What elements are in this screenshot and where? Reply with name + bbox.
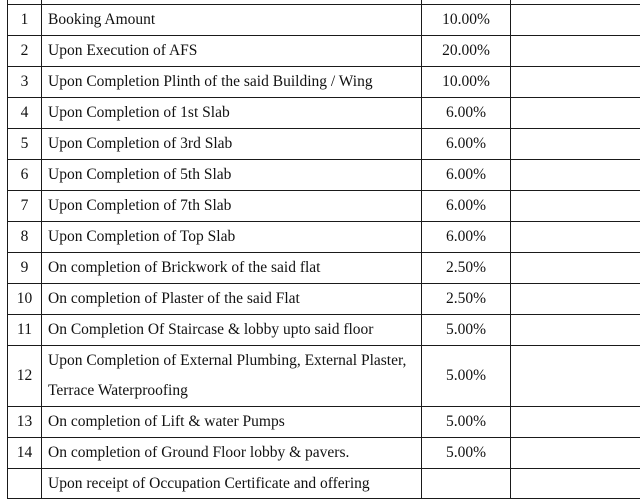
table-row bbox=[8, 407, 640, 438]
serial-number-cell: 6 bbox=[8, 160, 42, 191]
percentage-cell: 5.00% bbox=[422, 346, 511, 407]
serial-number-cell: 2 bbox=[8, 36, 42, 67]
percentage-cell: 6.00% bbox=[422, 129, 511, 160]
percentage-cell: 6.00% bbox=[422, 160, 511, 191]
table-row bbox=[8, 191, 640, 222]
percentage-cell: 5.00% bbox=[422, 407, 511, 438]
amount-cell bbox=[511, 438, 640, 469]
amount-cell bbox=[511, 284, 640, 315]
milestone-description-cell: Upon Completion of 7th Slab bbox=[42, 191, 422, 222]
percentage-cell bbox=[422, 469, 511, 499]
milestone-description-cell: On completion of Plaster of the said Flat bbox=[42, 284, 422, 315]
amount-cell bbox=[511, 98, 640, 129]
milestone-description-cell: Upon receipt of Occupation Certificate and offering bbox=[42, 469, 422, 499]
serial-number-cell: 13 bbox=[8, 407, 42, 438]
amount-cell bbox=[511, 5, 640, 36]
milestone-description-cell: Upon Completion of Top Slab bbox=[42, 222, 422, 253]
percentage-cell: 6.00% bbox=[422, 98, 511, 129]
table-row bbox=[8, 160, 640, 191]
percentage-cell: 5.00% bbox=[422, 315, 511, 346]
payment-schedule-table bbox=[7, 0, 640, 499]
milestone-description-cell: Upon Completion of 1st Slab bbox=[42, 98, 422, 129]
serial-number-cell: 3 bbox=[8, 67, 42, 98]
table-row bbox=[8, 67, 640, 98]
serial-number-cell: 9 bbox=[8, 253, 42, 284]
payment-schedule-page bbox=[7, 0, 640, 499]
table-row bbox=[8, 438, 640, 469]
table-row bbox=[8, 36, 640, 67]
amount-cell bbox=[511, 129, 640, 160]
milestone-description-cell: Booking Amount bbox=[42, 5, 422, 36]
percentage-cell: 6.00% bbox=[422, 222, 511, 253]
serial-number-cell: 8 bbox=[8, 222, 42, 253]
milestone-description-cell: Upon Execution of AFS bbox=[42, 36, 422, 67]
serial-number-cell: 11 bbox=[8, 315, 42, 346]
milestone-description-cell: Upon Completion Plinth of the said Building / Wing bbox=[42, 67, 422, 98]
table-row bbox=[8, 222, 640, 253]
serial-number-cell: 7 bbox=[8, 191, 42, 222]
percentage-cell: 5.00% bbox=[422, 438, 511, 469]
amount-cell bbox=[511, 67, 640, 98]
milestone-description-cell: Upon Completion of 5th Slab bbox=[42, 160, 422, 191]
amount-cell bbox=[511, 315, 640, 346]
serial-number-cell: 10 bbox=[8, 284, 42, 315]
milestone-description-cell: Upon Completion of External Plumbing, External Plaster, Terrace Waterproofing bbox=[42, 346, 422, 407]
table-row bbox=[8, 284, 640, 315]
table-row bbox=[8, 98, 640, 129]
milestone-description-cell: On Completion Of Staircase & lobby upto said floor bbox=[42, 315, 422, 346]
milestone-description-cell: On completion of Brickwork of the said flat bbox=[42, 253, 422, 284]
percentage-cell: 10.00% bbox=[422, 5, 511, 36]
amount-cell bbox=[511, 346, 640, 407]
amount-cell bbox=[511, 191, 640, 222]
amount-cell bbox=[511, 160, 640, 191]
table-row bbox=[8, 5, 640, 36]
milestone-description-cell: On completion of Lift & water Pumps bbox=[42, 407, 422, 438]
percentage-cell: 2.50% bbox=[422, 284, 511, 315]
percentage-cell: 20.00% bbox=[422, 36, 511, 67]
amount-cell bbox=[511, 222, 640, 253]
table-row bbox=[8, 315, 640, 346]
serial-number-cell: 14 bbox=[8, 438, 42, 469]
amount-cell bbox=[511, 469, 640, 499]
milestone-description-cell: On completion of Ground Floor lobby & pavers. bbox=[42, 438, 422, 469]
table-row bbox=[8, 253, 640, 284]
serial-number-cell: 4 bbox=[8, 98, 42, 129]
serial-number-cell: 12 bbox=[8, 346, 42, 407]
serial-number-cell: 5 bbox=[8, 129, 42, 160]
amount-cell bbox=[511, 407, 640, 438]
table-row bbox=[8, 346, 640, 407]
serial-number-cell: 1 bbox=[8, 5, 42, 36]
percentage-cell: 10.00% bbox=[422, 67, 511, 98]
amount-cell bbox=[511, 253, 640, 284]
table-row-partial bbox=[8, 469, 640, 499]
milestone-description-cell: Upon Completion of 3rd Slab bbox=[42, 129, 422, 160]
table-row bbox=[8, 129, 640, 160]
percentage-cell: 6.00% bbox=[422, 191, 511, 222]
serial-number-cell bbox=[8, 469, 42, 499]
amount-cell bbox=[511, 36, 640, 67]
percentage-cell: 2.50% bbox=[422, 253, 511, 284]
